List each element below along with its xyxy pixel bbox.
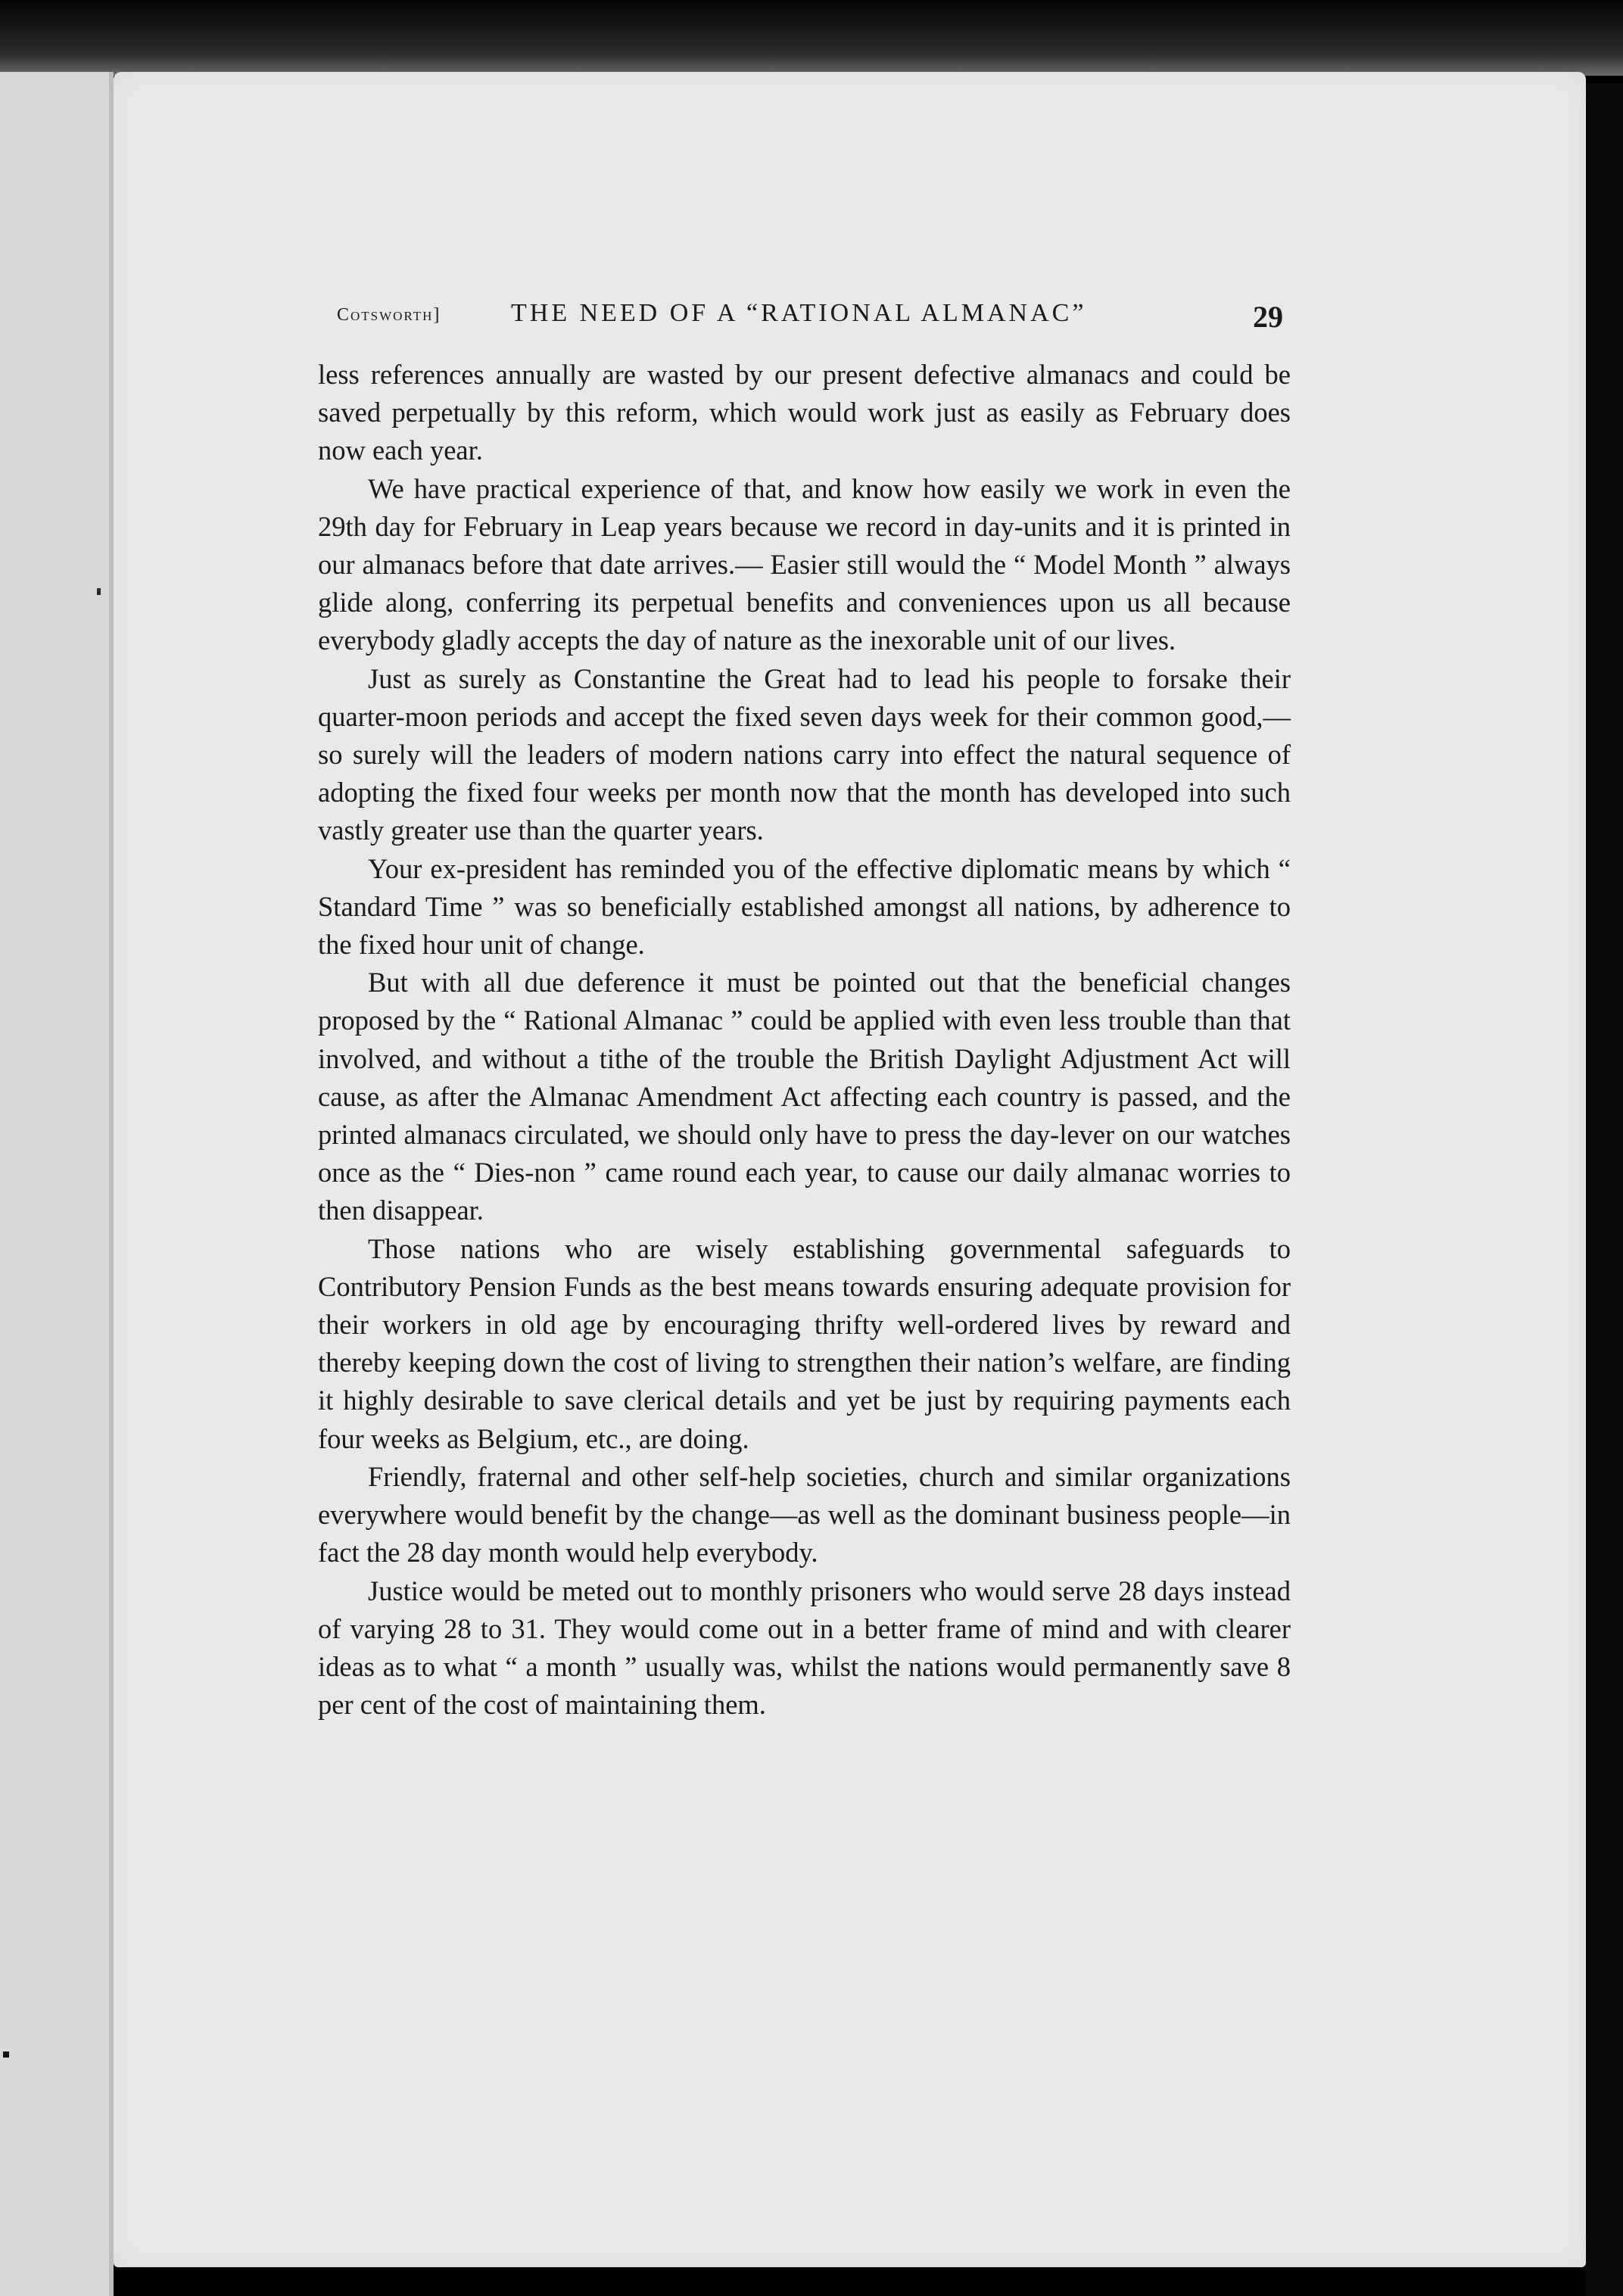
scan-top-border — [0, 0, 1623, 76]
page-number: 29 — [1253, 300, 1283, 334]
paragraph-3: Just as surely as Constantine the Great had to lead his people to forsake their quarter-moon periods and accept the fixed seven days week for their common good,—so surely will the leaders of modern nations carry into effect the natural sequence of adopting the fixed four weeks per month now that the month has developed into such vastly greater use than the quarter years. — [318, 662, 1291, 846]
paragraph-8: Justice would be meted out to monthly prisoners who would serve 28 days instead of varying 28 to 31. They would come out in a better frame of mind and with clearer ideas as to what “ a month ” usually was, whilst the nations would permanently save 8 per cent of the cost of maintaining them. — [318, 1575, 1291, 1721]
scan-speck — [3, 2051, 9, 2058]
paragraph-5: But with all due deference it must be pointed out that the beneficial changes proposed by the “ Rational Almanac ” could be applied with even less trouble than that involved, and without a tithe of the trouble the British Daylight Adjustment Act will cause, as after the Almanac Amendment Act affecting each country is passed, and the printed almanacs circulated, we should only have to press the day-lever on our watches once as the “ Dies-non ” came round each year, to cause our daily almanac worries to then disappear. — [318, 967, 1291, 1226]
paragraph-1: less references annually are wasted by our present defective almanacs and could be saved perpetually by this reform, which would work just as easily as February does now each year. — [318, 359, 1291, 466]
scan-right-border — [1586, 83, 1623, 2296]
running-head-title: THE NEED OF A “RATIONAL ALMANAC” — [511, 299, 1087, 327]
facing-page-edge — [0, 72, 114, 2296]
paragraph-2: We have practical experience of that, and know how easily we work in even the 29th day for February in Leap years because we record in day-units and it is printed in our almanacs before that date arrives.— Easier still would the “ Model Month ” always glide along, conferring its perpetual benefits and conveniences upon us all because everybody gladly accepts the day of nature as the inexorable unit of our lives. — [318, 472, 1291, 656]
body-text — [318, 356, 1291, 1724]
paragraph-4: Your ex-president has reminded you of the effective diplomatic means by which “ Standard Time ” was so beneficially established amongst all nations, by adherence to the fixed hour unit of change. — [318, 852, 1291, 961]
running-head-author: Cotsworth] — [337, 305, 441, 325]
paragraph-6: Those nations who are wisely establishing governmental safeguards to Contributory Pension Funds as the best means towards ensuring adequate provision for their workers in old age by encouraging thrifty well-ordered lives by reward and thereby keeping down the cost of living to strengthen their nation’s welfare, are finding it highly desirable to save clerical details and yet be just by requiring payments each four weeks as Belgium, etc., are doing. — [318, 1232, 1291, 1454]
paragraph-7: Friendly, fraternal and other self-help societies, church and similar organizations everywhere would benefit by the change—as well as the dominant business people—in fact the 28 day month would help everybody. — [318, 1460, 1291, 1569]
scan-speck — [97, 588, 101, 595]
running-header — [337, 299, 1283, 337]
